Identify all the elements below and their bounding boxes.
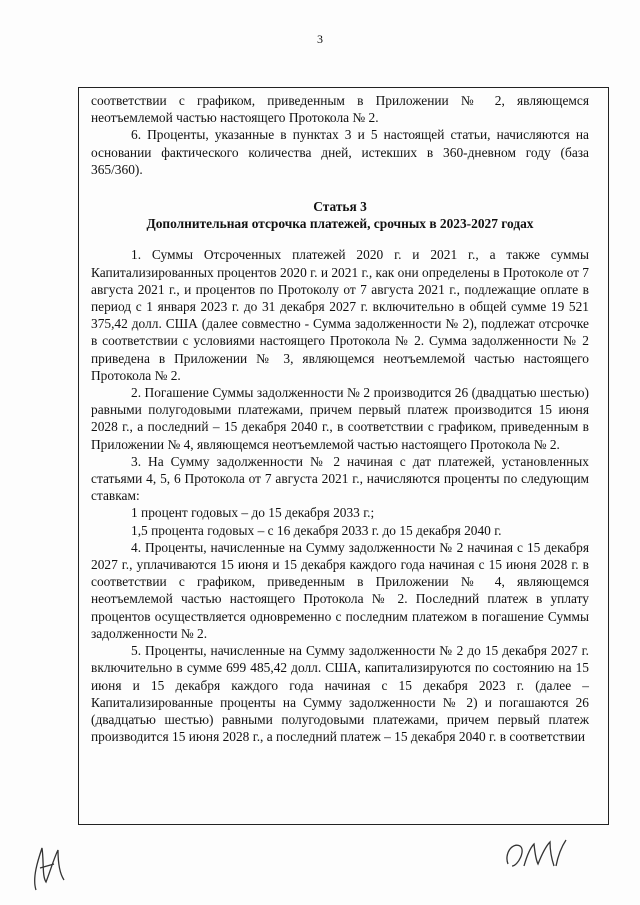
paragraph-2: 2. Погашение Суммы задолженности № 2 производится 26 (двадцатью шестью) равными полугодовыми платежами, причем первый платеж производится 15 июня 2028 г., а последний – 15 декабря 2040 г., в соответствии с графиком, приведенным в Приложении № 4, являющемся неотъемлемой частью настоящего Протокола № 2. — [91, 385, 589, 452]
article-title: Дополнительная отсрочка платежей, срочных в 2023-2027 годах — [146, 216, 534, 232]
rate-line-1: 1 процент годовых – до 15 декабря 2033 г.; — [131, 505, 375, 521]
article-number: Статья 3 — [313, 199, 367, 215]
rate-line-2: 1,5 процента годовых – с 16 декабря 2033 г. до 15 декабря 2040 г. — [131, 522, 502, 538]
paragraph-5: 5. Проценты, начисленные на Сумму задолженности № 2 до 15 декабря 2027 г. включительно в сумме 699 485,42 долл. США, капитализируются по состоянию на 15 июня и 15 декабря каждого года начиная с 15 декабря 2023 г. (далее – Капитализированные проценты на Сумму задолженности № 2) и погашаются 26 (двадцатью шестью) равными полугодовыми платежами, причем первый платеж производится 15 июня 2028 г., а последний платеж – 15 декабря 2040 г. в соответствии — [91, 643, 589, 745]
article-heading — [91, 198, 589, 232]
initials-signature-right — [502, 836, 572, 876]
initials-signature-left — [28, 838, 72, 894]
paragraph-3: 3. На Сумму задолженности № 2 начиная с дат платежей, установленных статьями 4, 5, 6 Протокола от 7 августа 2021 г., начисляются проценты по следующим ставкам: — [91, 453, 589, 504]
paragraph-1: 1. Суммы Отсроченных платежей 2020 г. и 2021 г., а также суммы Капитализированных процентов 2020 г. и 2021 г., как они определены в Протоколе от 7 августа 2021 г., и процентов по Протоколу от 7 августа 2021 г., подлежащие оплате в период с 1 января 2023 г. до 31 декабря 2027 г. включительно в общей сумме 19 521 375,42 долл. США (далее совместно - Сумма задолженности № 2), подлежат отсрочке в соответствии с условиями настоящего Протокола № 2. Сумма задолженности № 2 приведена в Приложении № 3, являющемся неотъемлемой частью настоящего Протокола № 2. — [91, 247, 589, 383]
spacer — [91, 232, 589, 246]
paragraph-4: 4. Проценты, начисленные на Сумму задолженности № 2 начиная с 15 декабря 2027 г., уплачиваются 15 июня и 15 декабря каждого года начиная с 15 июня 2028 г. в соответствии с графиком, приведенным в Приложении № 4, являющемся неотъемлемой частью настоящего Протокола № 2. Последний платеж в уплату процентов осуществляется одновременно с последним платежом в погашение Суммы задолженности № 2. — [91, 539, 589, 641]
paragraph-6: 6. Проценты, указанные в пунктах 3 и 5 настоящей статьи, начисляются на основании фактического количества дней, истекших в 360-дневном году (база 365/360). — [91, 127, 589, 177]
page-number: 3 — [317, 32, 323, 46]
continuation-paragraph: соответствии с графиком, приведенным в Приложении № 2, являющемся неотъемлемой частью настоящего Протокола № 2. — [91, 93, 589, 126]
document-body — [91, 92, 589, 745]
